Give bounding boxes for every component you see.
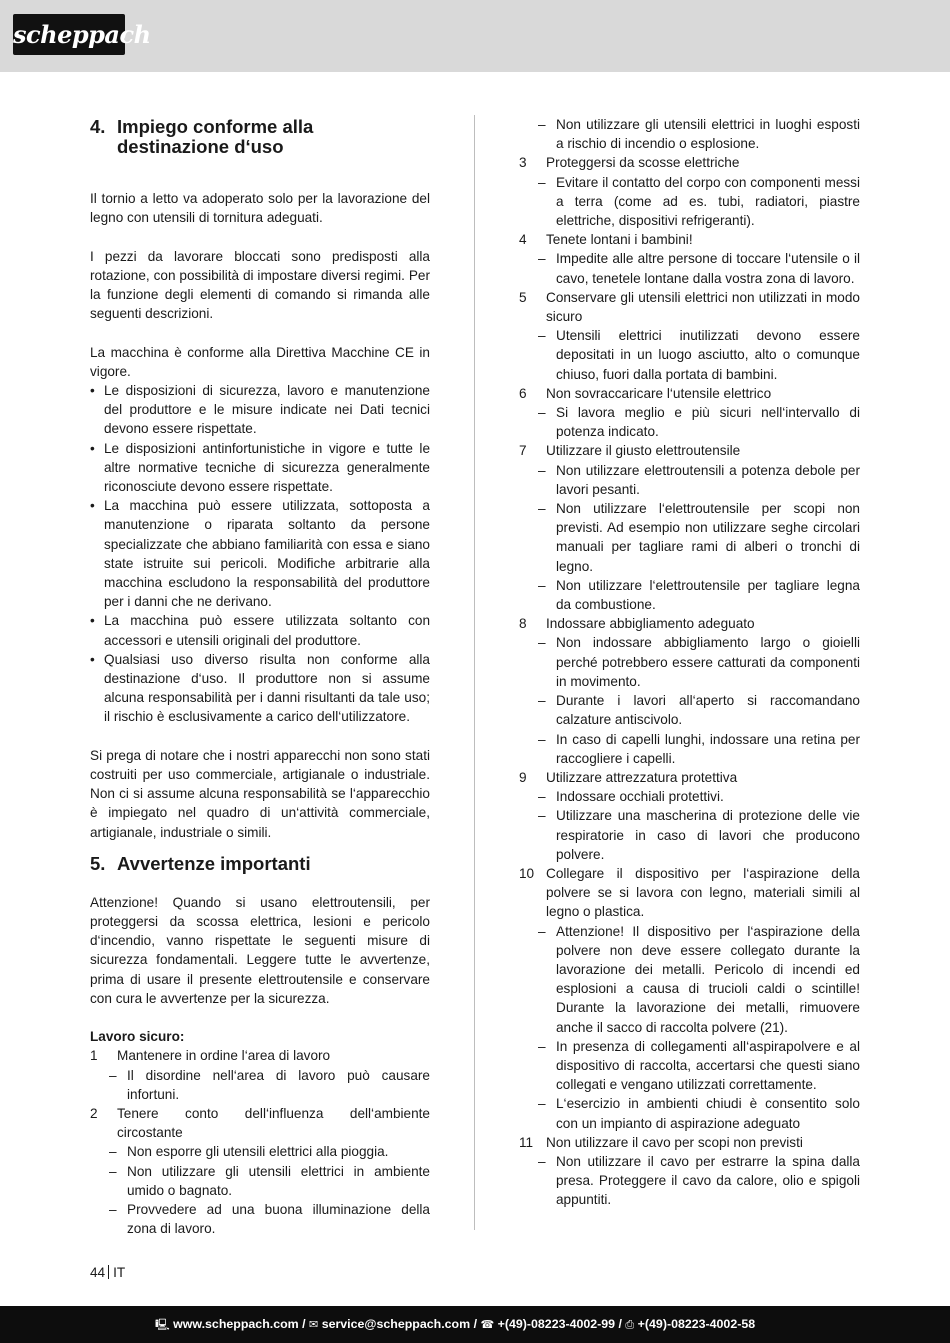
item-text: Conservare gli utensili elettrici non utilizzati in modo sicuro bbox=[546, 289, 860, 325]
left-column bbox=[90, 115, 430, 1239]
item-number: 10 bbox=[519, 865, 535, 881]
bullet-text: La macchina può essere utilizzata, sottoposta a manutenzione o riparata soltanto da persone specializzate che abbiano familiarità con essa e siano state istruite sui pericoli. Modifiche arbitrarie alla macchina escludono la responsabilità del produttore per i danni che ne derivano. bbox=[104, 498, 430, 610]
sub-item-text: Impedite alle altre persone di toccare l‘utensile o il cavo, tenetele lontane dalla vostra zona di lavoro. bbox=[556, 251, 860, 286]
dash-marker: – bbox=[538, 635, 546, 651]
numbered-item bbox=[519, 230, 860, 249]
dash-marker: – bbox=[109, 1163, 117, 1179]
sub-item bbox=[519, 1152, 860, 1210]
item-number: 7 bbox=[519, 443, 527, 459]
sub-item bbox=[90, 1200, 430, 1238]
item-text: Utilizzare attrezzatura protettiva bbox=[546, 769, 738, 785]
phone-icon: ☎ bbox=[480, 1318, 495, 1331]
sub-item-text: Durante i lavori all‘aperto si raccomandano calzature antiscivolo. bbox=[556, 693, 860, 728]
column-divider bbox=[474, 115, 475, 1230]
section-4-heading bbox=[90, 117, 430, 157]
dash-marker: – bbox=[538, 1038, 546, 1054]
numbered-item bbox=[519, 384, 860, 403]
item-number: 5 bbox=[519, 289, 527, 305]
sub-item-text: Non indossare abbigliamento largo o gioielli perché potrebbero essere catturati da componenti in movimento. bbox=[556, 635, 860, 689]
sub-item bbox=[519, 115, 860, 153]
computer-icon: 🖳 bbox=[155, 1318, 170, 1331]
sub-item-text: Utensili elettrici inutilizzati devono essere depositati in un luogo asciutto, alto o comunque chiuso, fuori dalla portata di bambini. bbox=[556, 328, 860, 382]
sub-item-text: Non utilizzare l‘elettroutensile per tagliare legna da combustione. bbox=[556, 577, 860, 613]
dash-marker: – bbox=[538, 693, 546, 709]
dash-marker: – bbox=[538, 117, 546, 132]
item-text: Tenere conto dell‘influenza dell‘ambiente circostante bbox=[117, 1106, 430, 1141]
sub-item-text: Attenzione! Il dispositivo per l‘aspirazione della polvere non deve essere collegato durante la lavorazione dei metalli. Pericolo di incendi ed esplosioni a causa di trucioli caldi o scintille! Durante la lavorazione dei metalli, rimuovere anche il sacco di raccolta polvere (21). bbox=[556, 923, 860, 1035]
dash-marker: – bbox=[538, 923, 546, 939]
numbered-item bbox=[519, 441, 860, 460]
dash-marker: – bbox=[538, 789, 546, 805]
sub-item-text: Evitare il contatto del corpo con componenti messi a terra (come ad es. tubi, radiatori, piastre elettriche, dispositivi refrigeranti). bbox=[556, 174, 860, 229]
sub-item-text: Il disordine nell‘area di lavoro può causare infortuni. bbox=[127, 1067, 430, 1102]
item-text: Collegare il dispositivo per l‘aspirazione della polvere se si lavora con legno, materiali simili al legno o plastica. bbox=[546, 865, 860, 920]
dash-marker: – bbox=[109, 1202, 117, 1218]
sub-item bbox=[519, 461, 860, 499]
fax-icon: ⎙ bbox=[625, 1318, 635, 1331]
sub-item bbox=[90, 1066, 430, 1104]
item-number: 8 bbox=[519, 616, 527, 632]
bullet-marker: • bbox=[90, 383, 95, 398]
sub-item-text: Non utilizzare gli utensili elettrici in luoghi esposti a rischio di incendio o esplosione. bbox=[556, 117, 860, 152]
brand-logo: scheppach bbox=[13, 14, 125, 55]
footer-email[interactable]: service@scheppach.com bbox=[321, 1317, 471, 1331]
footer-web[interactable]: www.scheppach.com bbox=[173, 1317, 299, 1331]
section-5-number: 5. bbox=[90, 852, 106, 874]
sub-item-text: Si lavora meglio e più sicuri nell‘intervallo di potenza indicato. bbox=[556, 405, 860, 440]
header-bar bbox=[0, 0, 950, 72]
dash-marker: – bbox=[538, 174, 546, 190]
section-4-number: 4. bbox=[90, 116, 106, 137]
bullet-marker: • bbox=[90, 440, 95, 456]
dash-marker: – bbox=[538, 328, 546, 344]
item-number: 11 bbox=[519, 1134, 534, 1150]
dash-marker: – bbox=[538, 808, 546, 824]
numbered-item bbox=[519, 1133, 860, 1152]
section-5-title: Avvertenze importanti bbox=[117, 852, 311, 874]
dash-marker: – bbox=[538, 731, 546, 747]
numbered-item bbox=[519, 614, 860, 633]
sub-item bbox=[519, 806, 860, 864]
sub-item-text: In presenza di collegamenti all‘aspirapolvere e al dispositivo di raccolta, accertarsi che questi siano collegati e vengano utilizzati correttamente. bbox=[556, 1038, 860, 1093]
item-number: 9 bbox=[519, 769, 527, 785]
paragraph: La macchina è conforme alla Direttiva Macchine CE in vigore. bbox=[90, 344, 430, 379]
sub-item bbox=[519, 691, 860, 729]
item-text: Mantenere in ordine l‘area di lavoro bbox=[117, 1048, 331, 1064]
right-column bbox=[519, 115, 860, 1210]
section-4-title: Impiego conforme alla destinazione d‘uso bbox=[117, 116, 314, 157]
dash-marker: – bbox=[538, 577, 546, 593]
dash-marker: – bbox=[538, 501, 546, 517]
sub-item bbox=[519, 576, 860, 614]
item-number: 6 bbox=[519, 385, 527, 401]
mail-icon: ✉ bbox=[309, 1318, 319, 1331]
page-number-value: 44 bbox=[90, 1265, 106, 1280]
bullet-item bbox=[90, 381, 430, 439]
numbered-list bbox=[90, 1046, 430, 1238]
bullet-marker: • bbox=[90, 613, 95, 629]
sub-item-text: Non esporre gli utensili elettrici alla pioggia. bbox=[127, 1144, 389, 1160]
bullet-item bbox=[90, 496, 430, 611]
sub-item bbox=[519, 1037, 860, 1095]
bullet-marker: • bbox=[90, 651, 95, 667]
dash-marker: – bbox=[538, 405, 546, 421]
paragraph: Il tornio a letto va adoperato solo per la lavorazione del legno con utensili di tornitura adeguati. bbox=[90, 191, 430, 226]
sub-item bbox=[519, 730, 860, 768]
dash-marker: – bbox=[109, 1144, 117, 1160]
sub-item-text: Non utilizzare l‘elettroutensile per scopi non previsti. Ad esempio non utilizzare seghe circolari manuali per tagliare rami di alberi o tronchi di legno. bbox=[556, 501, 860, 574]
numbered-item bbox=[519, 864, 860, 922]
sub-item bbox=[519, 787, 860, 806]
item-text: Proteggersi da scosse elettriche bbox=[546, 155, 740, 171]
sub-item-text: Indossare occhiali protettivi. bbox=[556, 789, 724, 805]
sub-item bbox=[519, 173, 860, 231]
numbered-item bbox=[90, 1046, 430, 1065]
page-number bbox=[90, 1265, 125, 1280]
dash-marker: – bbox=[538, 462, 546, 478]
dash-marker: – bbox=[538, 1153, 546, 1169]
paragraph: I pezzi da lavorare bloccati sono predisposti alla rotazione, con possibilità di impostare diversi regimi. Per la funzione degli elementi di comando si rimanda alle seguenti descrizioni. bbox=[90, 248, 430, 322]
sub-item bbox=[519, 922, 860, 1037]
numbered-item bbox=[519, 153, 860, 172]
sub-item bbox=[519, 326, 860, 384]
paragraph: Attenzione! Quando si usano elettroutensili, per proteggersi da scossa elettrica, lesioni e pericolo d‘incendio, vanno rispettate le seguenti misure di sicurezza fondamentali. Leggere tutte le avvertenze, prima di usare il presente elettroutensile e conservare con cura le avvertenze per la sicurezza. bbox=[90, 894, 430, 1006]
item-text: Indossare abbigliamento adeguato bbox=[546, 616, 755, 632]
sub-item bbox=[519, 499, 860, 576]
sub-item-text: Utilizzare una mascherina di protezione delle vie respiratorie in caso di lavori che producono polvere. bbox=[556, 808, 860, 862]
dash-marker: – bbox=[109, 1067, 117, 1083]
sub-item bbox=[90, 1142, 430, 1161]
bullet-text: Qualsiasi uso diverso risulta non conforme alla destinazione d‘uso. Il produttore non si assume alcuna responsabilità per i danni risultanti da tale uso; il rischio è esclusivamente a carico dell‘utilizzatore. bbox=[104, 651, 430, 725]
item-text: Tenete lontani i bambini! bbox=[546, 232, 693, 248]
item-text: Non utilizzare il cavo per scopi non previsti bbox=[546, 1134, 803, 1150]
bullet-text: Le disposizioni antinfortunistiche in vigore e tutte le altre normative tecniche di sicurezza generalmente riconosciute devono essere rispettate. bbox=[104, 440, 430, 495]
sub-item-text: L‘esercizio in ambienti chiudi è consentito solo con un impianto di aspirazione adeguato bbox=[556, 1096, 860, 1131]
sub-item bbox=[90, 1162, 430, 1200]
footer-fax: +(49)-08223-4002-58 bbox=[637, 1317, 756, 1331]
sub-item-text: Provvedere ad una buona illuminazione della zona di lavoro. bbox=[127, 1202, 430, 1237]
sub-item bbox=[519, 1094, 860, 1132]
bullet-list bbox=[90, 381, 430, 727]
footer-phone: +(49)-08223-4002-99 bbox=[497, 1317, 616, 1331]
bullet-marker: • bbox=[90, 498, 95, 514]
section-5-heading bbox=[90, 854, 430, 874]
item-number: 2 bbox=[90, 1106, 98, 1122]
numbered-list bbox=[519, 115, 860, 1210]
bullet-item bbox=[90, 439, 430, 497]
bullet-text: Le disposizioni di sicurezza, lavoro e manutenzione del produttore e le misure indicate nei Dati tecnici devono essere rispettate. bbox=[104, 383, 430, 437]
item-number: 1 bbox=[90, 1048, 98, 1064]
item-number: 4 bbox=[519, 232, 527, 248]
numbered-item bbox=[90, 1104, 430, 1142]
sub-item bbox=[519, 249, 860, 287]
bullet-item bbox=[90, 650, 430, 727]
item-number: 3 bbox=[519, 155, 527, 171]
sub-item-text: In caso di capelli lunghi, indossare una retina per raccogliere i capelli. bbox=[556, 731, 860, 766]
sub-item bbox=[519, 633, 860, 691]
dash-marker: – bbox=[538, 1096, 546, 1112]
bullet-item bbox=[90, 611, 430, 649]
numbered-item bbox=[519, 768, 860, 787]
dash-marker: – bbox=[538, 251, 546, 267]
subheading: Lavoro sicuro: bbox=[90, 1029, 185, 1045]
item-text: Non sovraccaricare l‘utensile elettrico bbox=[546, 385, 772, 401]
sub-item-text: Non utilizzare gli utensili elettrici in ambiente umido o bagnato. bbox=[127, 1163, 430, 1198]
numbered-item bbox=[519, 288, 860, 326]
item-text: Utilizzare il giusto elettroutensile bbox=[546, 443, 741, 459]
sub-item-text: Non utilizzare il cavo per estrarre la spina dalla presa. Proteggere il cavo da calore, olio e spigoli appuntiti. bbox=[556, 1153, 860, 1208]
bullet-text: La macchina può essere utilizzata soltanto con accessori e utensili originali del produttore. bbox=[104, 613, 430, 648]
page-language: IT bbox=[113, 1265, 126, 1280]
footer-bar: 🖳 www.scheppach.com / ✉ service@scheppach.com / ☎ +(49)-08223-4002-99 / ⎙ +(49)-08223-4002-58 bbox=[0, 1306, 950, 1343]
paragraph: Si prega di notare che i nostri apparecchi non sono stati costruiti per uso commerciale, artigianale o industriale. Non ci si assume alcuna responsabilità se l‘apparecchio è impiegato nel quadro di un‘attività commerciale, artigianale, industriale o simili. bbox=[90, 747, 430, 840]
sub-item bbox=[519, 403, 860, 441]
sub-item-text: Non utilizzare elettroutensili a potenza debole per lavori pesanti. bbox=[556, 462, 860, 497]
